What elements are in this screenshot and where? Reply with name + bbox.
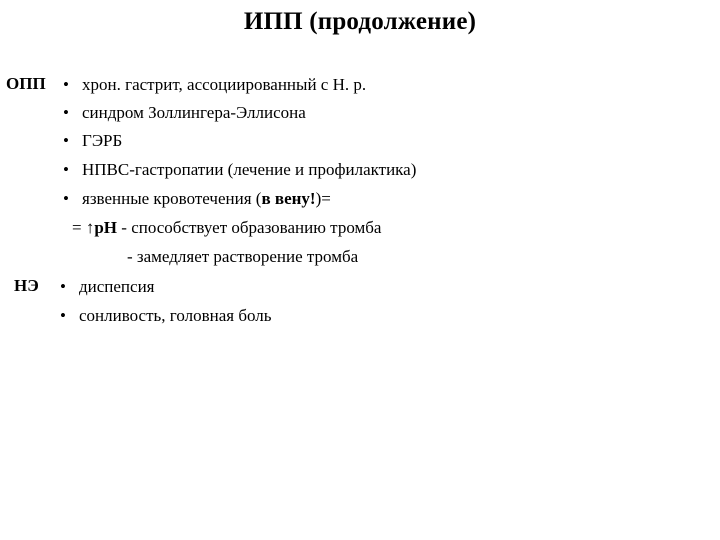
section-label-opp: ОПП	[6, 74, 46, 93]
bleeding-suffix: )=	[315, 189, 331, 208]
list-item	[63, 75, 366, 95]
list-item-text: синдром Золлингера-Эллисона	[82, 103, 306, 122]
consequence-emphasis: рН	[94, 218, 118, 237]
bleeding-emphasis: в вену!	[261, 189, 316, 208]
consequence-line	[72, 218, 381, 238]
bullet-icon: •	[63, 160, 69, 179]
bleeding-prefix: язвенные кровотечения (	[82, 189, 262, 208]
list-item-text: диспепсия	[79, 277, 155, 296]
bullet-icon: •	[60, 306, 66, 325]
list-item	[63, 131, 122, 151]
list-item-text: ГЭРБ	[82, 131, 123, 150]
list-item	[60, 306, 272, 326]
list-item-text: хрон. гастрит, ассоциированный с H. p.	[82, 75, 367, 94]
bullet-icon: •	[63, 131, 69, 150]
bullet-icon: •	[63, 75, 69, 94]
list-item	[60, 277, 155, 297]
bullet-icon: •	[60, 277, 66, 296]
consequence-prefix: = ↑	[72, 218, 95, 237]
slide-title: ИПП (продолжение)	[243, 8, 477, 35]
consequence-continuation: - замедляет растворение тромба	[127, 247, 359, 266]
list-item	[63, 103, 306, 123]
bullet-icon: •	[63, 189, 69, 208]
section-label-ne: НЭ	[14, 276, 39, 295]
consequence-suffix: - способствует образованию тромба	[117, 218, 382, 237]
list-item-bleeding	[63, 189, 331, 209]
list-item-text: НПВС-гастропатии (лечение и профилактика)	[82, 160, 417, 179]
list-item-text: сонливость, головная боль	[79, 306, 272, 325]
list-item	[63, 160, 416, 180]
bullet-icon: •	[63, 103, 69, 122]
